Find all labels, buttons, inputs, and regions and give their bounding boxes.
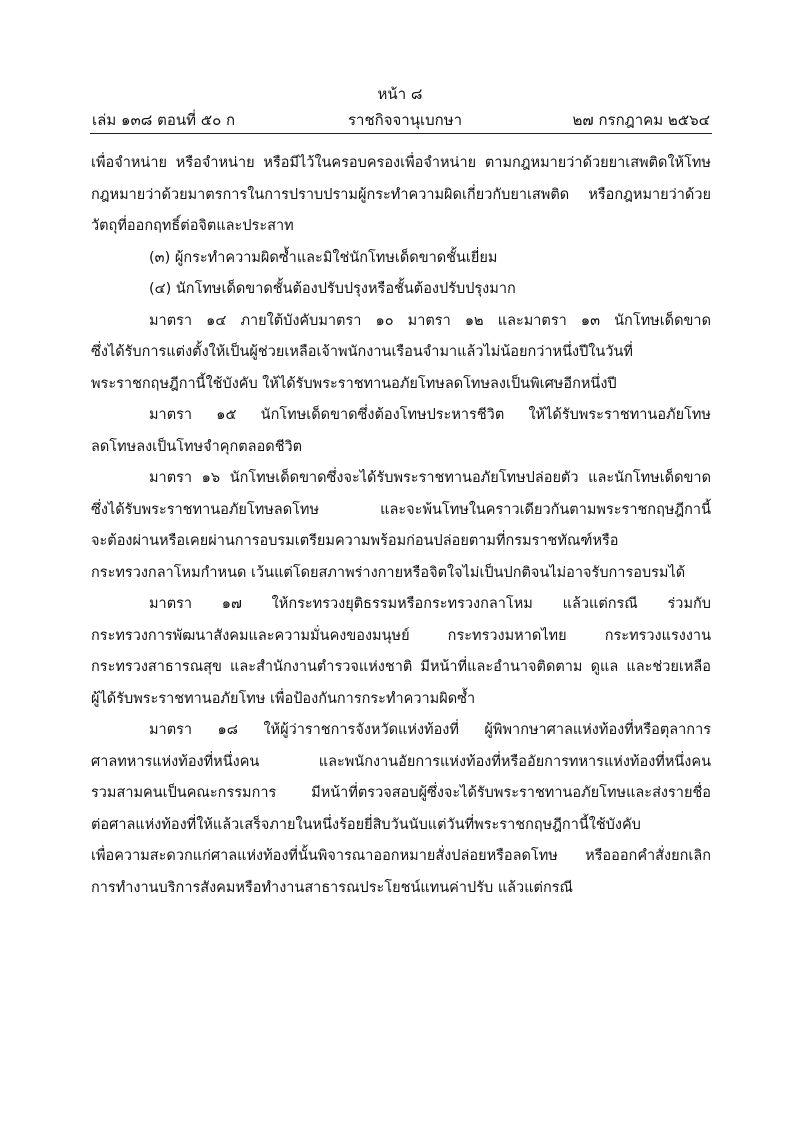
text-line: วัตถุที่ออกฤทธิ์ต่อจิตและประสาท bbox=[91, 218, 294, 234]
text-line: พระราชกฤษฎีกานี้ใช้บังคับ ให้ได้รับพระราชทานอภัยโทษลดโทษลงเป็นพิเศษอีกหนึ่งปี bbox=[91, 375, 617, 392]
text-line: ลดโทษลงเป็นโทษจำคุกตลอดชีวิต bbox=[91, 438, 303, 455]
body-text bbox=[91, 148, 711, 904]
gazette-title: ราชกิจจานุเบกษา bbox=[347, 111, 463, 129]
text-line: รวมสามคนเป็นคณะกรรมการ มีหน้าที่ตรวจสอบผู้ซึ่งจะได้รับพระราชทานอภัยโทษและส่งรายชื่อ bbox=[91, 785, 711, 801]
text-line: กฎหมายว่าด้วยมาตรการในการปราบปรามผู้กระทำความผิดเกี่ยวกับยาเสพติด หรือกฎหมายว่าด้วย bbox=[91, 186, 711, 203]
text-line: จะต้องผ่านหรือเคยผ่านการอบรมเตรียมความพร้อมก่อนปล่อยตามที่กรมราชทัณฑ์หรือ bbox=[91, 533, 619, 549]
header-divider bbox=[90, 133, 712, 134]
text-line: กระทรวงกลาโหมกำหนด เว้นแต่โดยสภาพร่างกายหรือจิตใจไม่เป็นปกติจนไม่อาจรับการอบรมได้ bbox=[91, 564, 686, 581]
text-line: (๔) นักโทษเด็ดขาดชั้นต้องปรับปรุงหรือชั้นต้องปรับปรุงมาก bbox=[149, 281, 516, 297]
text-line: การทำงานบริการสังคมหรือทำงานสาธารณประโยชน์แทนค่าปรับ แล้วแต่กรณี bbox=[91, 879, 573, 896]
text-line: กระทรวงการพัฒนาสังคมและความมั่นคงของมนุษย์ กระทรวงมหาดไทย กระทรวงแรงงาน bbox=[91, 627, 711, 644]
gazette-header bbox=[92, 108, 710, 132]
text-line: (๓) ผู้กระทำความผิดซ้ำและมิใช่นักโทษเด็ดขาดชั้นเยี่ยม bbox=[149, 249, 498, 266]
publication-date: ๒๗ กรกฎาคม ๒๕๖๔ bbox=[572, 111, 710, 129]
volume-issue: เล่ม ๑๓๘ ตอนที่ ๕๐ ก bbox=[92, 111, 236, 129]
text-line: ศาลทหารแห่งท้องที่หนึ่งคน และพนักงานอัยการแห่งท้องที่หรืออัยการทหารแห่งท้องที่หนึ่งคน bbox=[91, 753, 711, 770]
text-line: ซึ่งได้รับการแต่งตั้งให้เป็นผู้ช่วยเหลือเจ้าพนักงานเรือนจำมาแล้วไม่น้อยกว่าหนึ่งปีในวันที่ bbox=[91, 344, 633, 360]
page-number: หน้า ๘ bbox=[377, 85, 423, 103]
text-line: มาตรา ๑๗ ให้กระทรวงยุติธรรมหรือกระทรวงกลาโหม แล้วแต่กรณี ร่วมกับ bbox=[149, 596, 711, 612]
text-line: กระทรวงสาธารณสุข และสำนักงานตำรวจแห่งชาติ มีหน้าที่และอำนาจติดตาม ดูแล และช่วยเหลือ bbox=[91, 659, 711, 675]
text-line: เพื่อความสะดวกแก่ศาลแห่งท้องที่นั้นพิจารณาออกหมายสั่งปล่อยหรือลดโทษ หรือออกคำสั่งยกเลิก bbox=[91, 848, 711, 864]
text-line: เพื่อจำหน่าย หรือจำหน่าย หรือมีไว้ในครอบครองเพื่อจำหน่าย ตามกฎหมายว่าด้วยยาเสพติดให้โทษ bbox=[91, 155, 711, 171]
text-line: มาตรา ๑๖ นักโทษเด็ดขาดซึ่งจะได้รับพระราชทานอภัยโทษปล่อยตัว และนักโทษเด็ดขาด bbox=[149, 470, 711, 486]
text-line: ต่อศาลแห่งท้องที่ให้แล้วเสร็จภายในหนึ่งร้อยยี่สิบวันนับแต่วันที่พระราชกฤษฎีกานี้ใช้บังคับ bbox=[91, 816, 641, 833]
text-line: ซึ่งได้รับพระราชทานอภัยโทษลดโทษ และจะพ้นโทษในคราวเดียวกันตามพระราชกฤษฎีกานี้ bbox=[91, 501, 711, 518]
text-line: ผู้ได้รับพระราชทานอภัยโทษ เพื่อป้องกันการกระทำความผิดซ้ำ bbox=[91, 690, 476, 707]
text-line: มาตรา ๑๕ นักโทษเด็ดขาดซึ่งต้องโทษประหารชีวิต ให้ได้รับพระราชทานอภัยโทษ bbox=[149, 407, 711, 423]
text-line: มาตรา ๑๘ ให้ผู้ว่าราชการจังหวัดแห่งท้องที่ ผู้พิพากษาศาลแห่งท้องที่หรือตุลาการ bbox=[149, 722, 711, 738]
text-line: มาตรา ๑๔ ภายใต้บังคับมาตรา ๑๐ มาตรา ๑๒ และมาตรา ๑๓ นักโทษเด็ดขาด bbox=[149, 312, 711, 329]
